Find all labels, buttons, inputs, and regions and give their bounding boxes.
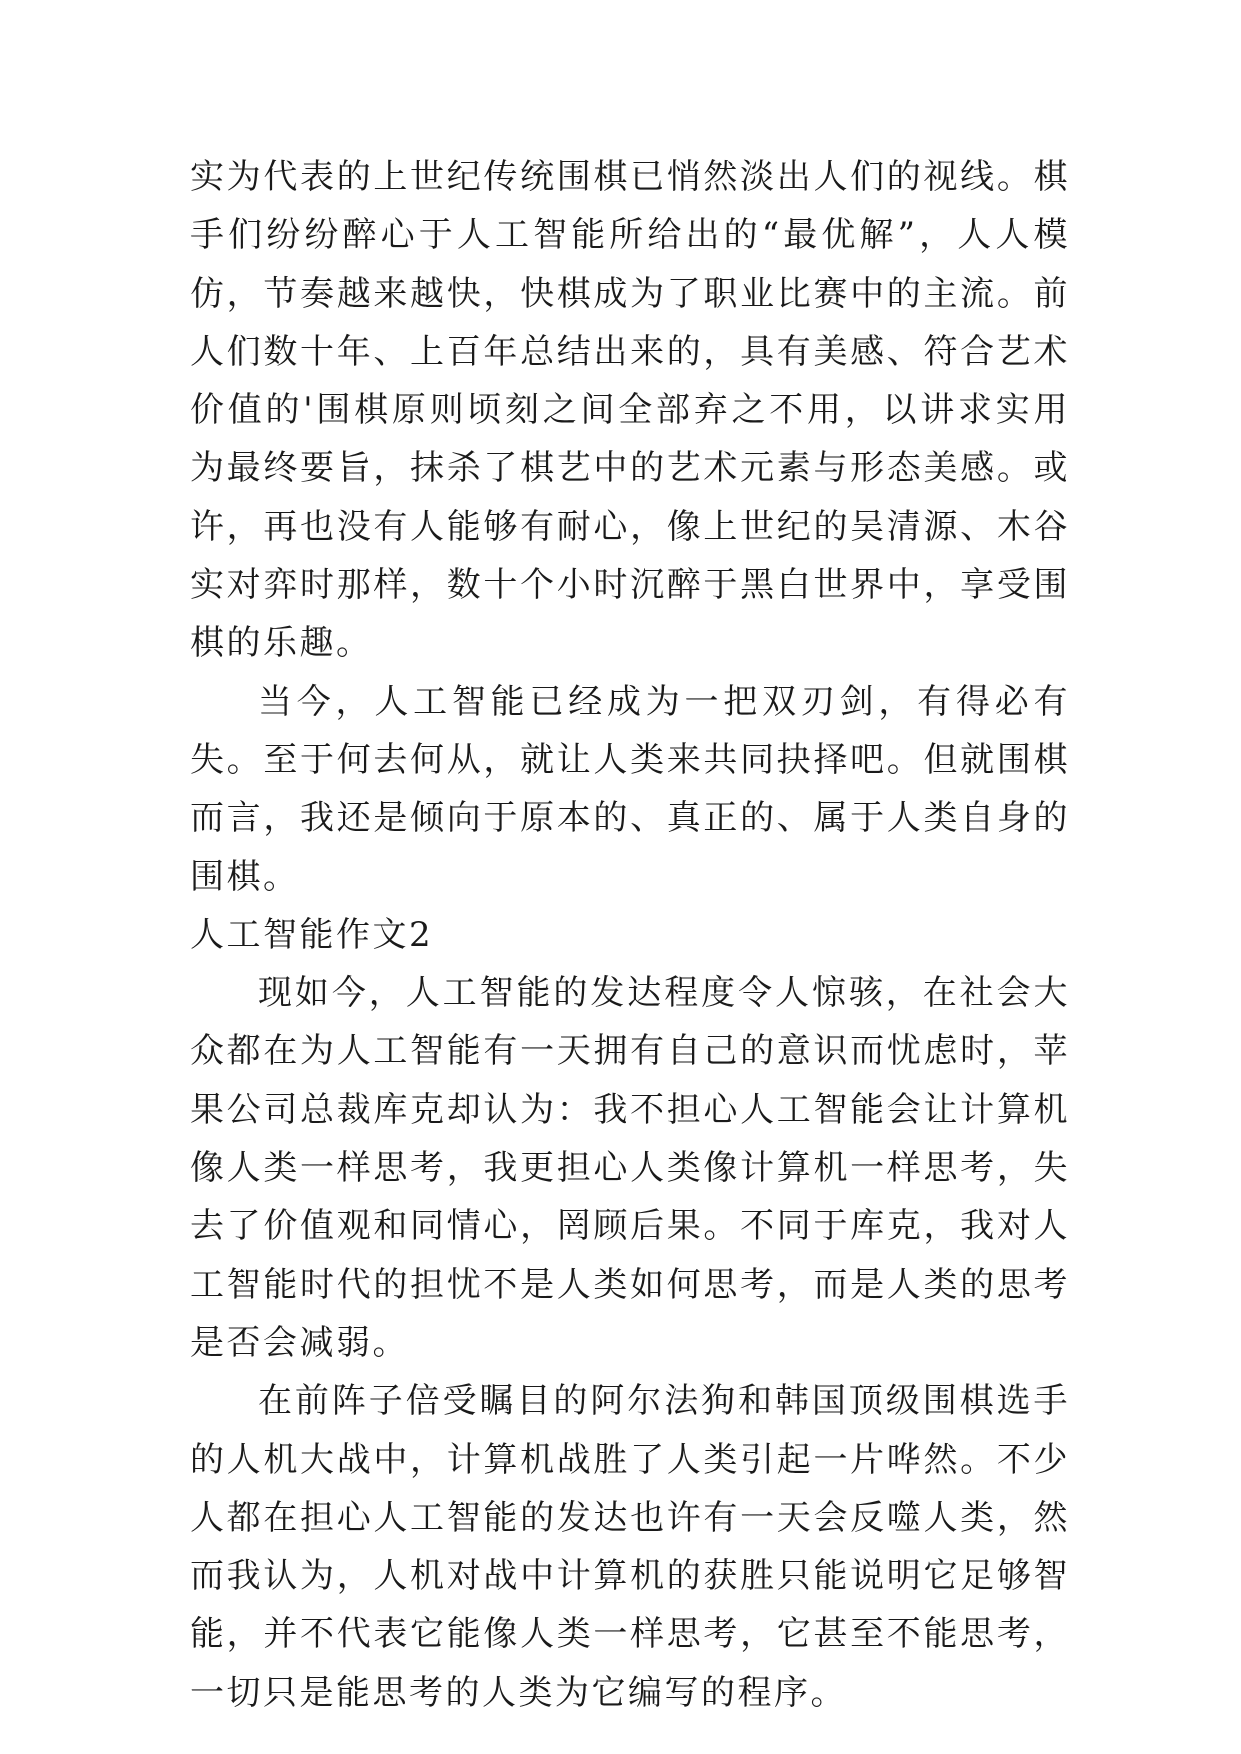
body-paragraph: 当今，人工智能已经成为一把双刃剑，有得必有失。至于何去何从，就让人类来共同抉择吧。但就围棋而言，我还是倾向于原本的、真正的、属于人类自身的围棋。 (190, 681, 1070, 897)
section-heading: 人工智能作文2 (190, 914, 434, 955)
body-paragraph: 在前阵子倍受瞩目的阿尔法狗和韩国顶级围棋选手的人机大战中，计算机战胜了人类引起一片哗然。不少人都在担心人工智能的发达也许有一天会反噬人类，然而我认为，人机对战中计算机的获胜只能说明它足够智能，并不代表它能像人类一样思考，它甚至不能思考，一切只是能思考的人类为它编写的程序。 (190, 1381, 1070, 1713)
body-paragraph: 实为代表的上世纪传统围棋已悄然淡出人们的视线。棋手们纷纷醉心于人工智能所给出的“最优解”，人人模仿，节奏越来越快，快棋成为了职业比赛中的主流。前人们数十年、上百年总结出来的，具有美感、符合艺术价值的'围棋原则顷刻之间全部弃之不用，以讲求实用为最终要旨，抹杀了棋艺中的艺术元素与形态美感。或许，再也没有人能够有耐心，像上世纪的吴清源、木谷实对弈时那样，数十个小时沉醉于黑白世界中，享受围棋的乐趣。 (190, 157, 1070, 664)
body-paragraph: 现如今，人工智能的发达程度令人惊骇，在社会大众都在为人工智能有一天拥有自己的意识而忧虑时，苹果公司总裁库克却认为：我不担心人工智能会让计算机像人类一样思考，我更担心人类像计算机一样思考，失去了价值观和同情心，罔顾后果。不同于库克，我对人工智能时代的担忧不是人类如何思考，而是人类的思考是否会减弱。 (190, 973, 1070, 1363)
document-body (190, 148, 1070, 1722)
